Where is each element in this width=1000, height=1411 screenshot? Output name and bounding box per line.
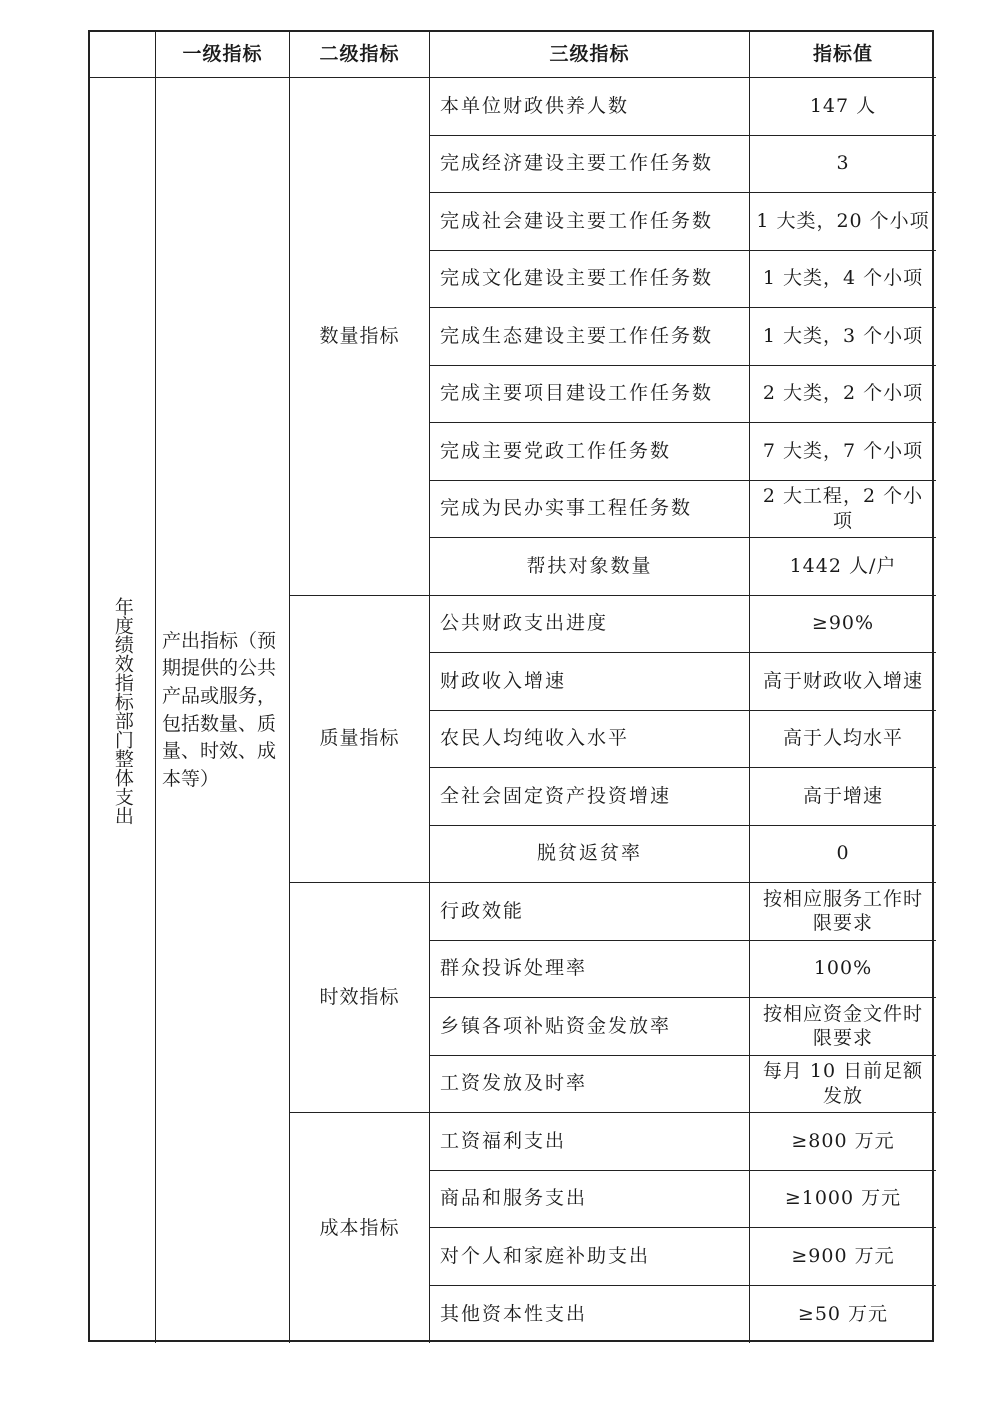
indicator-cell: 公共财政支出进度 — [430, 596, 750, 654]
indicator-cell: 帮扶对象数量 — [430, 538, 750, 596]
value-cell: 2 大类，2 个小项 — [750, 366, 936, 424]
value-cell: ≥800 万元 — [750, 1113, 936, 1171]
value-cell: 1 大类，20 个小项 — [750, 193, 936, 251]
value-cell: 按相应资金文件时限要求 — [750, 998, 936, 1056]
value-cell: 1 大类，4 个小项 — [750, 251, 936, 309]
value-cell: ≥1000 万元 — [750, 1171, 936, 1229]
indicator-cell: 本单位财政供养人数 — [430, 78, 750, 136]
indicator-cell: 完成生态建设主要工作任务数 — [430, 308, 750, 366]
value-cell: 100% — [750, 941, 936, 999]
performance-indicator-table — [88, 30, 934, 1342]
value-cell: 1442 人/户 — [750, 538, 936, 596]
value-cell: 每月 10 日前足额发放 — [750, 1056, 936, 1114]
value-cell: 高于人均水平 — [750, 711, 936, 769]
value-cell: ≥900 万元 — [750, 1228, 936, 1286]
indicator-cell: 其他资本性支出 — [430, 1286, 750, 1344]
header-value: 指标值 — [750, 32, 936, 78]
indicator-cell: 行政效能 — [430, 883, 750, 941]
header-level3: 三级指标 — [430, 32, 750, 78]
header-level1: 一级指标 — [156, 32, 290, 78]
indicator-cell: 完成主要项目建设工作任务数 — [430, 366, 750, 424]
value-cell: 7 大类，7 个小项 — [750, 423, 936, 481]
level2-quantity: 数量指标 — [290, 78, 430, 596]
value-cell: 147 人 — [750, 78, 936, 136]
level2-cost: 成本指标 — [290, 1113, 430, 1343]
value-cell: ≥90% — [750, 596, 936, 654]
indicator-cell: 商品和服务支出 — [430, 1171, 750, 1229]
header-level2: 二级指标 — [290, 32, 430, 78]
value-cell: 2 大工程，2 个小项 — [750, 481, 936, 539]
indicator-cell: 农民人均纯收入水平 — [430, 711, 750, 769]
indicator-cell: 全社会固定资产投资增速 — [430, 768, 750, 826]
value-cell: 3 — [750, 136, 936, 194]
level2-timeliness: 时效指标 — [290, 883, 430, 1113]
value-cell: 1 大类，3 个小项 — [750, 308, 936, 366]
indicator-cell: 群众投诉处理率 — [430, 941, 750, 999]
value-cell: ≥50 万元 — [797, 1302, 889, 1325]
value-cell: 高于增速 — [750, 768, 936, 826]
level2-quality: 质量指标 — [290, 596, 430, 884]
value-cell: 高于财政收入增速 — [750, 653, 936, 711]
value-cell: 按相应服务工作时限要求 — [750, 883, 936, 941]
side-label-annual-performance: 年度绩效指标部门整体支出 — [90, 78, 156, 1343]
indicator-cell: 乡镇各项补贴资金发放率 — [430, 998, 750, 1056]
indicator-cell: 完成为民办实事工程任务数 — [430, 481, 750, 539]
indicator-cell: 完成社会建设主要工作任务数 — [430, 193, 750, 251]
indicator-cell: 财政收入增速 — [430, 653, 750, 711]
level1-output-indicator — [156, 78, 290, 1343]
indicator-cell: 完成文化建设主要工作任务数 — [430, 251, 750, 309]
indicator-cell: 工资发放及时率 — [430, 1056, 750, 1114]
indicator-cell: 完成经济建设主要工作任务数 — [430, 136, 750, 194]
indicator-cell: 脱贫返贫率 — [430, 826, 750, 884]
indicator-cell: 对个人和家庭补助支出 — [430, 1228, 750, 1286]
level1-output-indicator-text: 产出指标（预期提供的公共产品或服务，包括数量、质量、时效、成本等） — [162, 629, 277, 790]
value-cell: 0 — [750, 826, 936, 884]
indicator-cell: 工资福利支出 — [430, 1113, 750, 1171]
indicator-cell: 完成主要党政工作任务数 — [430, 423, 750, 481]
header-blank-cell — [90, 32, 156, 78]
